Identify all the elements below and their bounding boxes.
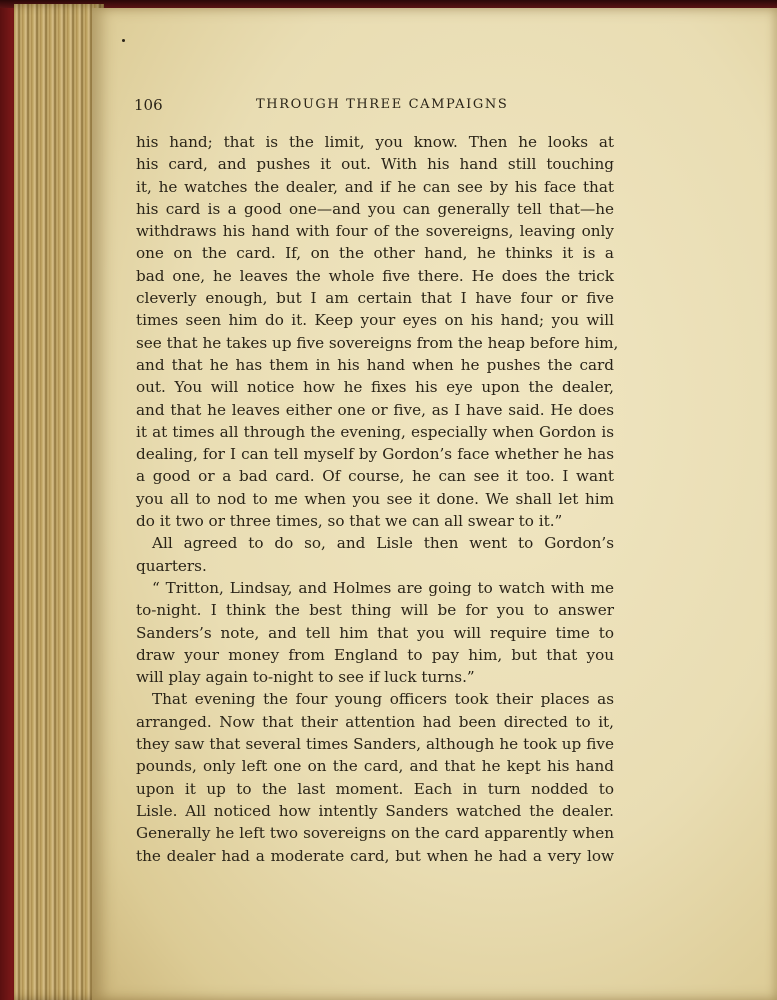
text-line: to-night. I think the best thing will be for you to answer: [136, 601, 614, 620]
page-header: [134, 96, 614, 116]
text-line: it at times all through the evening, especially when Gordon is: [136, 422, 614, 441]
text-line: cleverly enough, but I am certain that I have four or five: [136, 289, 614, 308]
text-line: draw your money from England to pay him, but that you: [136, 645, 614, 664]
text-line: That evening the four young officers took their places as: [152, 690, 614, 709]
text-line: a good or a bad card. Of course, he can see it too. I want: [136, 467, 614, 486]
text-line: his hand; that is the limit, you know. Then he looks at: [136, 133, 614, 151]
text-line: will play again to-night to see if luck turns.”: [136, 668, 475, 687]
text-line: upon it up to the last moment. Each in turn nodded to: [136, 779, 614, 798]
text-line: “ Tritton, Lindsay, and Holmes are going to watch with me: [152, 578, 614, 597]
book-cover-edge: [0, 0, 777, 8]
text-line: quarters.: [136, 556, 207, 575]
text-line: his card is a good one—and you can generally tell that—he: [136, 199, 614, 218]
text-line: they saw that several times Sanders, although he took up five: [136, 735, 614, 754]
text-line: do it two or three times, so that we can all swear to it.”: [136, 512, 563, 531]
text-line: Lisle. All noticed how intently Sanders watched the dealer.: [136, 801, 614, 820]
page-number: 106: [134, 96, 163, 114]
body-text: [136, 131, 619, 867]
text-line: dealing, for I can tell myself by Gordon’s face whether he has: [136, 445, 614, 464]
text-line: withdraws his hand with four of the sovereigns, leaving only: [136, 222, 614, 241]
text-line: you all to nod to me when you see it done. We shall let him: [136, 489, 614, 508]
text-line: arranged. Now that their attention had been directed to it,: [136, 712, 614, 731]
text-line: bad one, he leaves the whole five there. He does the trick: [136, 266, 614, 285]
text-line: the dealer had a moderate card, but when he had a very low: [136, 846, 614, 865]
ink-speck: [122, 39, 125, 42]
text-line: times seen him do it. Keep your eyes on his hand; you will: [136, 311, 614, 330]
text-line: it, he watches the dealer, and if he can see by his face that: [136, 177, 614, 196]
text-line: and that he has them in his hand when he pushes the card: [136, 355, 614, 374]
text-line: All agreed to do so, and Lisle then went to Gordon’s: [152, 534, 614, 553]
text-line: pounds, only left one on the card, and that he kept his hand: [136, 757, 614, 776]
text-line: Generally he left two sovereigns on the card apparently when: [136, 824, 614, 843]
text-line: his card, and pushes it out. With his hand still touching: [136, 155, 614, 174]
text-line: one on the card. If, on the other hand, he thinks it is a: [136, 244, 614, 263]
text-line: and that he leaves either one or five, as I have said. He does: [136, 400, 614, 419]
text-line: Sanders’s note, and tell him that you will require time to: [136, 623, 614, 642]
text-line: see that he takes up five sovereigns from the heap before him,: [136, 333, 619, 352]
running-title: THROUGH THREE CAMPAIGNS: [256, 97, 509, 112]
text-line: out. You will notice how he fixes his eye upon the dealer,: [136, 378, 614, 397]
page-stack-edges: [14, 4, 104, 1000]
